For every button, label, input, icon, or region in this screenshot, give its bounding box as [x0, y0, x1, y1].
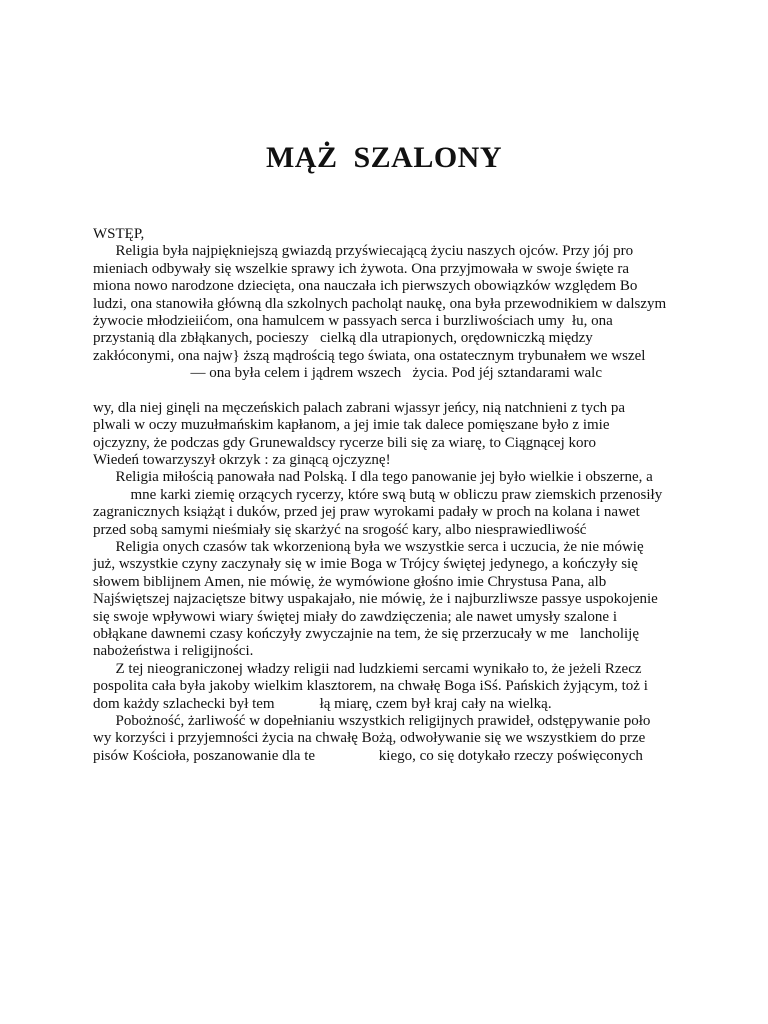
text-line: mne karki ziemię orzących rycerzy, które swą butą w obliczu praw ziemskich przenosiły: [93, 486, 663, 503]
text-line: wy korzyści i przyjemności życia na chwałę Bożą, odwoływanie się we wszystkiem do prze: [93, 730, 646, 747]
document-title: MĄŻ SZALONY: [265, 141, 503, 174]
text-line: mieniach odbywały się wszelkie sprawy ich żywota. Ona przyjmowała w swoje święte ra: [93, 260, 630, 277]
text-line: się swoje wpływowi wiary świętej miały do zawdzięczenia; ale nawet umysły szalone i: [93, 608, 618, 625]
text-line: Religia była najpiękniejszą gwiazdą przyświecającą życiu naszych ojców. Przy jój pro: [93, 243, 634, 260]
text-line: słowem biblijnem Amen, nie mówię, że wymówione głośno imie Chrystusa Pana, alb: [93, 573, 607, 590]
text-line: Najświętszej najzaciętsze bitwy uspakajało, nie mówię, że i najburzliwsze passye uspokojenie: [93, 591, 658, 608]
text-line: zakłóconymi, ona najw} ższą mądrością tego świata, ona ostatecznym trybunałem we wszel: [93, 347, 646, 364]
text-line: pospolita cała była jakoby wielkim klasztorem, na chwałę Boga iSś. Pańskich żyjącym, toż i: [93, 678, 648, 695]
text-line: pisów Kościoła, poszanowanie dla te kiego, co się dotykało rzeczy poświęconych: [93, 747, 643, 764]
text-line: Religia onych czasów tak wkorzenioną była we wszystkie serca i uczucia, że nie mówię: [93, 539, 644, 556]
text-line: już, wszystkie czyny zaczynały się w imie Boga w Trójcy świętej jedynego, a kończyły się: [93, 556, 638, 573]
text-line: Wiedeń towarzyszył okrzyk : za ginącą ojczyznę!: [93, 452, 391, 469]
text-line: wy, dla niej ginęli na męczeńskich palach zabrani wjassyr jeńcy, nią natchnieni z tych pa: [93, 399, 626, 416]
text-line: dom każdy szlachecki był tem łą miarę, czem był kraj cały na wielką.: [93, 695, 552, 712]
text-line: zagranicznych książąt i duków, przed jej praw wyrokami padały w proch na kolana i nawet: [93, 504, 640, 521]
text-line: ojczyzny, że podczas gdy Grunewaldscy rycerze bili się za wiarę, to Ciągnącej koro: [93, 434, 596, 451]
text-line: Religia miłością panowała nad Polską. I dla tego panowanie jej było wielkie i obszerne, a: [93, 469, 653, 486]
text-line: miona nowo narodzone dziecięta, ona nauczała ich pierwszych obowiązków względem Bo: [93, 278, 638, 295]
text-line: obłąkane dawnemi czasy kończyły zwyczajnie na tem, że się przerzucały w me lancholiję: [93, 625, 639, 642]
text-line: przed sobą samymi nieśmiały się skarżyć na srogość kary, albo niesprawiedliwość: [93, 521, 587, 538]
text-line: ludzi, ona stanowiła główną dla szkolnych pacholąt naukę, ona była przewodnikiem w dalszym: [93, 295, 667, 312]
document-body: [93, 226, 693, 765]
text-line: przystanią dla zbłąkanych, pocieszy cielką dla utrapionych, orędowniczką między: [93, 330, 593, 347]
text-line: Z tej nieograniczonej władzy religii nad ludzkiemi sercami wynikało to, że jeżeli Rzecz: [93, 660, 642, 677]
paragraph-gap: [93, 383, 693, 400]
text-line: nabożeństwa i religijności.: [93, 643, 254, 660]
text-line: — ona była celem i jądrem wszech życia. Pod jéj sztandarami walc: [93, 365, 603, 382]
text-line: żywocie młodzieiićom, ona hamulcem w passyach serca i burzliwościach umy łu, ona: [93, 312, 613, 329]
text-line: plwali w oczy muzułmańskim kapłanom, a jej imie tak dalece pomięszane było z imie: [93, 417, 610, 434]
text-line: Pobożność, żarliwość w dopełnianiu wszystkich religijnych prawideł, odstępywanie poło: [93, 712, 651, 729]
text-line: WSTĘP,: [93, 226, 145, 242]
